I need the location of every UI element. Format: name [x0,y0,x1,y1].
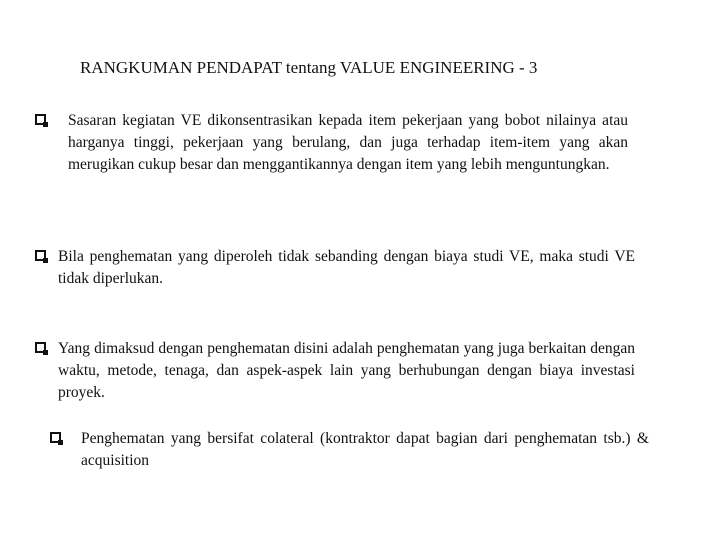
checkbox-bullet-icon [50,432,61,443]
bullet-text-3 [58,338,635,404]
bullet-4-rest: penghematan tsb.) & acquisition [81,430,649,469]
checkbox-bullet-icon [35,250,46,261]
bullet-1-rest: nilainya atau harganya tinggi, pekerjaan yang berulang, dan juga terhadap item-item yang akan merugikan cukup besar dan menggantikannya dengan item yang lebih menguntungkan. [68,112,629,173]
bullet-4-first-line: Penghematan yang bersifat colateral (kontraktor dapat bagian dari [81,430,508,447]
bullet-1-first-line: Sasaran kegiatan VE dikonsentrasikan kepada item pekerjaan yang bobot [68,112,541,129]
bullet-item-1 [35,110,635,176]
bullet-3-rest: berkaitan dengan waktu, metode, tenaga, dan aspek-aspek lain yang berhubungan dengan biaya investasi proyek. [58,340,636,401]
checkbox-bullet-icon [35,114,46,125]
page-title: RANGKUMAN PENDAPAT tentang VALUE ENGINEERING - 3 [80,58,538,77]
bullet-text-1 [68,110,628,176]
bullet-2-first-line: Bila penghematan yang diperoleh tidak sebanding dengan biaya studi VE, [58,248,534,265]
bullet-2-rest: maka studi VE tidak diperlukan. [58,248,636,287]
bullet-3-first-line: Yang dimaksud dengan penghematan disini adalah penghematan yang juga [58,340,525,357]
bullet-text-2 [58,246,635,290]
bullet-item-4 [50,428,650,472]
bullet-item-3 [35,338,635,404]
bullet-text-4 [81,428,649,472]
checkbox-bullet-icon [35,342,46,353]
bullet-item-2 [35,246,635,290]
